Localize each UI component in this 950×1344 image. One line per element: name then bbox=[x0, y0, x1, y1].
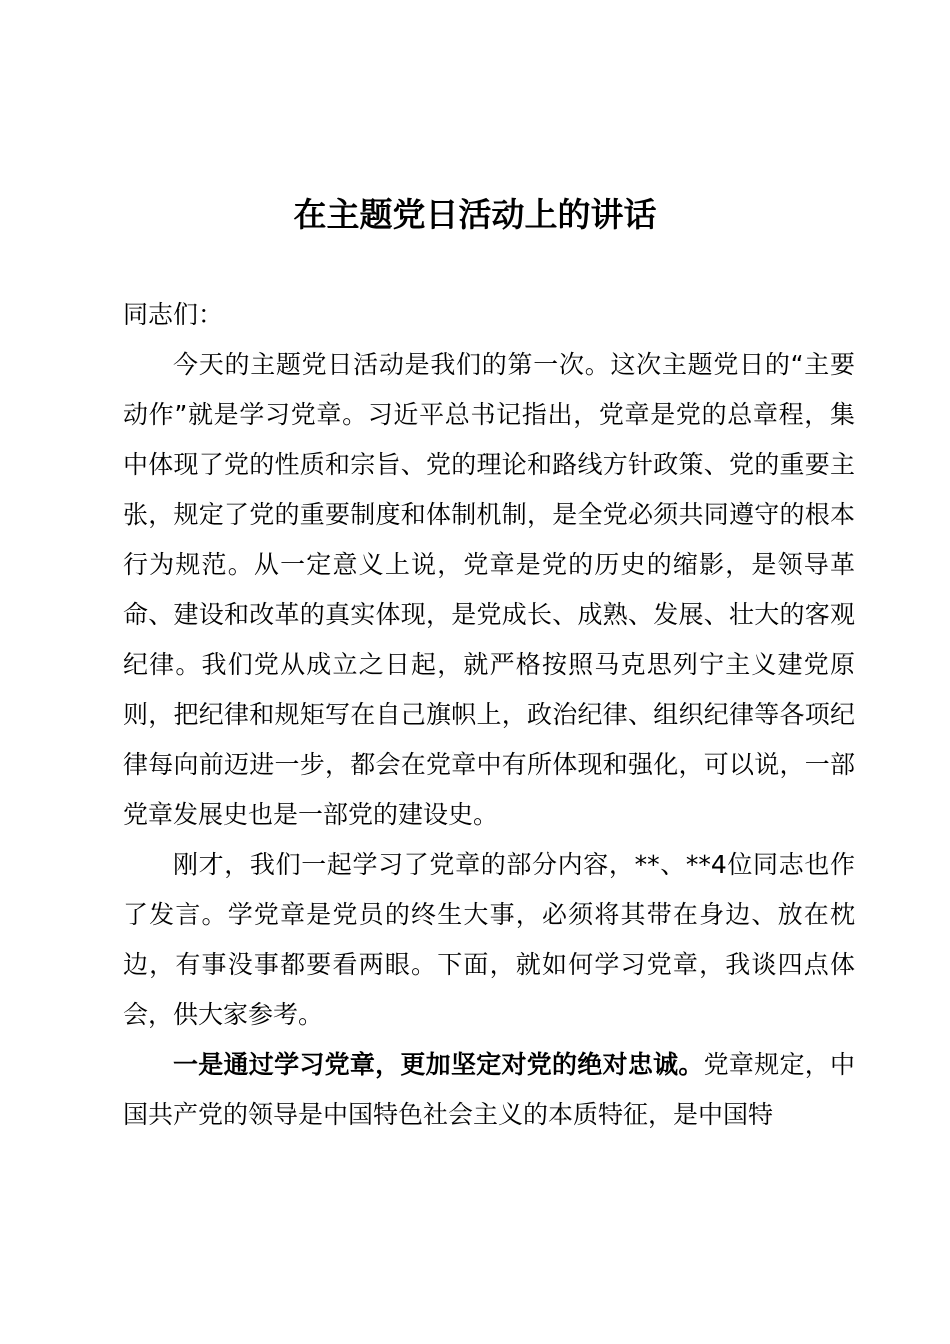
document-body bbox=[123, 290, 855, 1140]
salutation: 同志们： bbox=[123, 300, 224, 329]
paragraph-point-one bbox=[123, 1040, 855, 1140]
point-one-heading: 一是通过学习党章，更加坚定对党的绝对忠诚。 bbox=[173, 1050, 704, 1079]
paragraph-study-summary: 刚才，我们一起学习了党章的部分内容，**、**4位同志也作了发言。学党章是党员的终生大事，必须将其带在身边、放在枕边，有事没事都要看两眼。下面，就如何学习党章，我谈四点体会，供大家参考。 bbox=[123, 850, 855, 1029]
document-title: 在主题党日活动上的讲话 bbox=[293, 195, 657, 234]
paragraph-intro: 今天的主题党日活动是我们的第一次。这次主题党日的“主要动作”就是学习党章。习近平总书记指出，党章是党的总章程，集中体现了党的性质和宗旨、党的理论和路线方针政策、党的重要主张，规定了党的重要制度和体制机制，是全党必须共同遵守的根本行为规范。从一定意义上说，党章是党的历史的缩影，是领导革命、建设和改革的真实体现，是党成长、成熟、发展、壮大的客观纪律。我们党从成立之日起，就严格按照马克思列宁主义建党原则，把纪律和规矩写在自己旗帜上，政治纪律、组织纪律等各项纪律每向前迈进一步，都会在党章中有所体现和强化，可以说，一部党章发展史也是一部党的建设史。 bbox=[123, 350, 855, 829]
point-one-text: 党章规定，中国共产党的领导是中国特色社会主义的本质特征，是中国特 bbox=[123, 1050, 855, 1129]
